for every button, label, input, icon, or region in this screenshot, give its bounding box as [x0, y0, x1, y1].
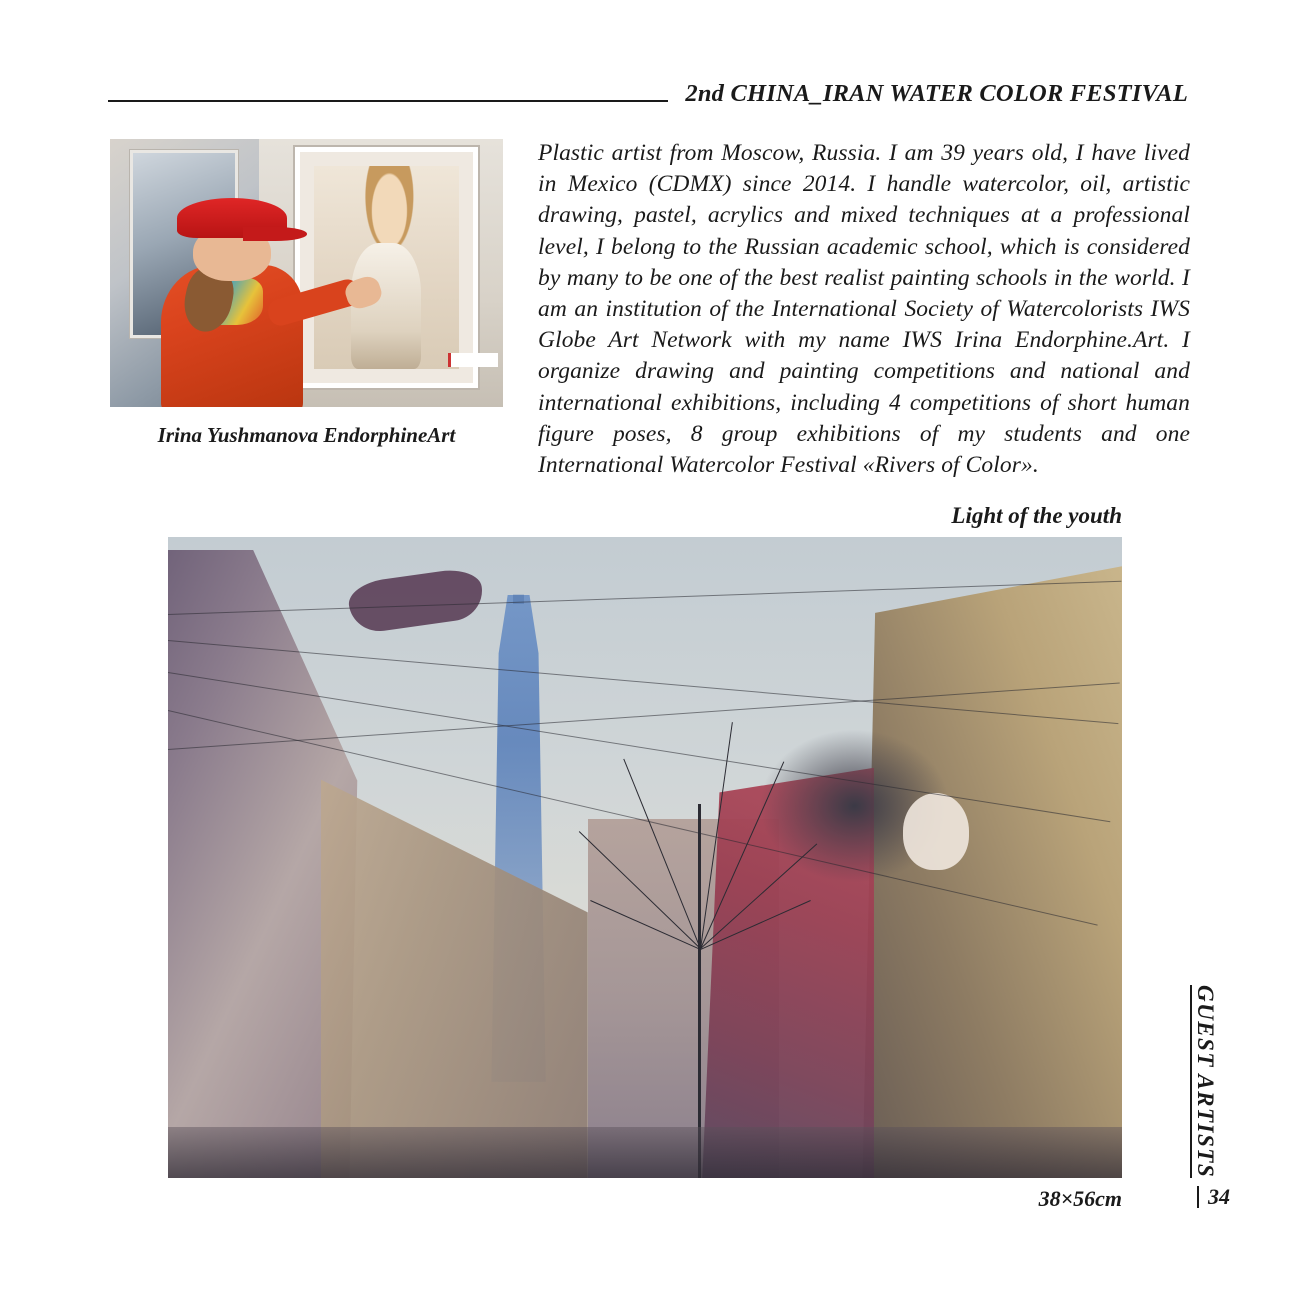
artist-photograph	[110, 139, 503, 407]
artwork-image	[168, 537, 1122, 1178]
photo-artist-red-cap	[177, 198, 287, 238]
artwork-title: Light of the youth	[951, 503, 1122, 528]
photo-framed-portrait-painting	[295, 147, 478, 387]
festival-title: 2nd CHINA_IRAN WATER COLOR FESTIVAL	[685, 80, 1188, 107]
page-number: 34	[1197, 1186, 1230, 1208]
painting-mural-face	[903, 793, 970, 870]
artwork-dimensions: 38×56cm	[1038, 1186, 1122, 1211]
artist-photo-block	[110, 139, 503, 448]
painting-tree	[588, 575, 817, 1178]
section-tab: GUEST ARTISTS	[1190, 985, 1218, 1178]
artist-biography: Plastic artist from Moscow, Russia. I am 39 years old, I have lived in Mexico (CDMX) since 2014. I handle watercolor, oil, artistic drawing, pastel, acrylics and mixed techniques at a professional level, I belong to the Russian academic school, which is considered by many to be one of the best realist painting schools in the world. I am an institution of the International Society of Watercolorists IWS Globe Art Network with my name IWS Irina Endorphine.Art. I organize drawing and painting competitions and national and international exhibitions, including 4 competitions of short human figure poses, 8 group exhibitions of my students and one International Watercolor Festival «Rivers of Color».	[538, 140, 1190, 479]
artist-name-caption: Irina Yushmanova EndorphineArt	[157, 423, 456, 447]
photo-portrait-artwork	[314, 166, 459, 369]
page-header	[108, 78, 1188, 110]
painting-tree-trunk	[698, 804, 702, 1178]
painting-tree-branch	[700, 844, 817, 950]
photo-wall-label	[448, 353, 498, 366]
painting-tree-branch	[579, 831, 701, 949]
painting-street-ground	[168, 1127, 1122, 1178]
painting-tree-branch	[700, 900, 810, 950]
painting-tree-branch	[700, 722, 733, 949]
header-rule	[108, 100, 668, 102]
